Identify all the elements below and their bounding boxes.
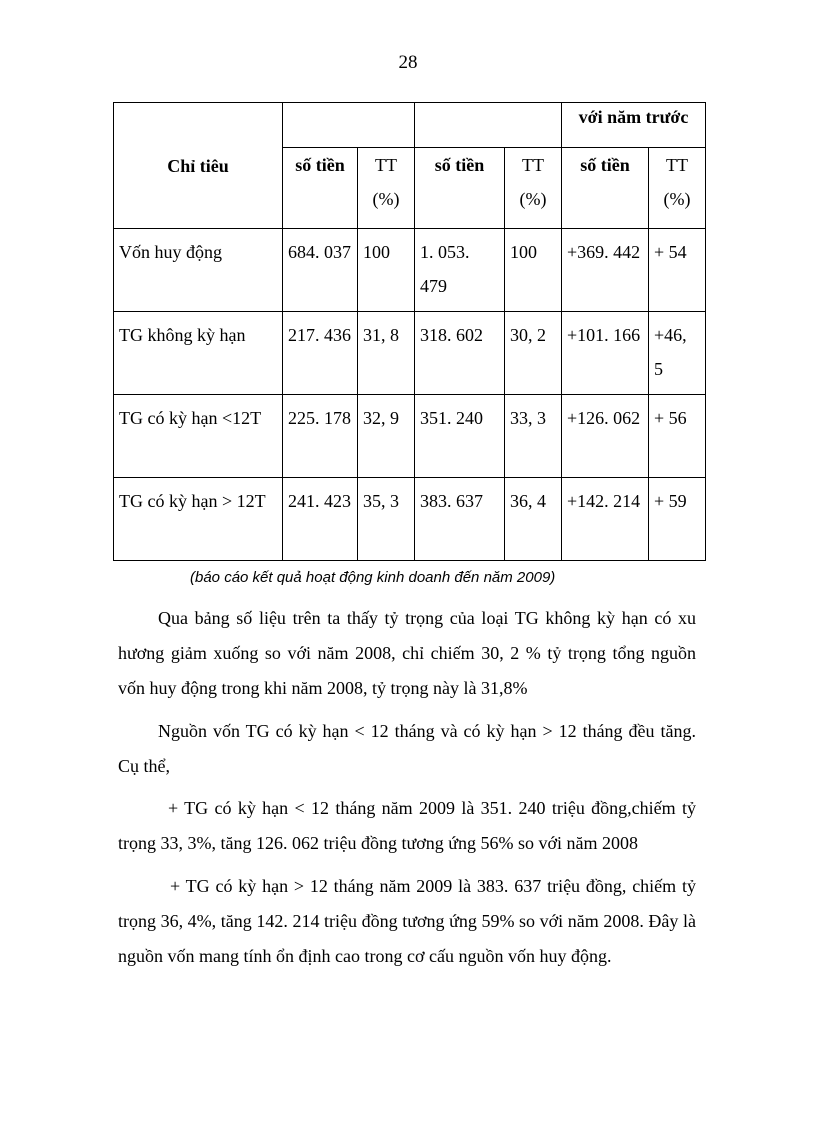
cell-value: 225. 178 — [283, 395, 358, 478]
cell-value: + 59 — [649, 478, 706, 561]
cell-value: 1. 053. 479 — [415, 229, 505, 312]
cell-value: 100 — [505, 229, 562, 312]
paragraph-3: + TG có kỳ hạn < 12 tháng năm 2009 là 351. 240 triệu đồng,chiếm tỷ trọng 33, 3%, tăng 126. 062 triệu đồng tương ứng 56% so với năm 2008 — [118, 798, 696, 853]
cell-value: + 54 — [649, 229, 706, 312]
row-label: TG có kỳ hạn > 12T — [114, 478, 283, 561]
row-label: TG có kỳ hạn <12T — [114, 395, 283, 478]
cell-value: +126. 062 — [562, 395, 649, 478]
cell-value: 36, 4 — [505, 478, 562, 561]
header-group-1 — [283, 103, 415, 148]
deposit-table — [113, 102, 706, 561]
table-row — [114, 312, 706, 395]
cell-value: +369. 442 — [562, 229, 649, 312]
cell-value: 383. 637 — [415, 478, 505, 561]
cell-value: 100 — [358, 229, 415, 312]
cell-value: 31, 8 — [358, 312, 415, 395]
cell-value: +46, 5 — [649, 312, 706, 395]
page-number: 28 — [398, 52, 418, 73]
table-row — [114, 478, 706, 561]
cell-value: 35, 3 — [358, 478, 415, 561]
cell-value: 217. 436 — [283, 312, 358, 395]
cell-value: 318. 602 — [415, 312, 505, 395]
table-row — [114, 229, 706, 312]
subheader-so-tien-2: số tiền — [415, 148, 505, 229]
header-chi-tieu: Chỉ tiêu — [114, 103, 283, 229]
subheader-tt-3: TT (%) — [649, 148, 706, 229]
cell-value: +142. 214 — [562, 478, 649, 561]
header-group-3: với năm trước — [562, 103, 706, 148]
paragraph-1: Qua bảng số liệu trên ta thấy tỷ trọng của loại TG không kỳ hạn có xu hương giảm xuống so với năm 2008, chỉ chiếm 30, 2 % tỷ trọng tổng nguồn vốn huy động trong khi năm 2008, tỷ trọng này là 31,8% — [118, 608, 696, 698]
cell-value: 351. 240 — [415, 395, 505, 478]
row-label: TG không kỳ hạn — [114, 312, 283, 395]
cell-value: 30, 2 — [505, 312, 562, 395]
cell-value: +101. 166 — [562, 312, 649, 395]
cell-value: 33, 3 — [505, 395, 562, 478]
subheader-tt-2: TT (%) — [505, 148, 562, 229]
subheader-so-tien-1: số tiền — [283, 148, 358, 229]
paragraph-4: + TG có kỳ hạn > 12 tháng năm 2009 là 383. 637 triệu đồng, chiếm tỷ trọng 36, 4%, tăng 142. 214 triệu đồng tương ứng 59% so với năm 2008. Đây là nguồn vốn mang tính ổn định cao trong cơ cấu nguồn vốn huy động. — [118, 876, 696, 966]
subheader-so-tien-3: số tiền — [562, 148, 649, 229]
table-row — [114, 395, 706, 478]
cell-value: + 56 — [649, 395, 706, 478]
cell-value: 684. 037 — [283, 229, 358, 312]
table-caption: (báo cáo kết quả hoạt động kinh doanh đến năm 2009) — [190, 569, 556, 586]
paragraph-2: Nguồn vốn TG có kỳ hạn < 12 tháng và có kỳ hạn > 12 tháng đều tăng. Cụ thể, — [118, 721, 696, 776]
header-group-2 — [415, 103, 562, 148]
subheader-tt-1: TT (%) — [358, 148, 415, 229]
cell-value: 241. 423 — [283, 478, 358, 561]
cell-value: 32, 9 — [358, 395, 415, 478]
row-label: Vốn huy động — [114, 229, 283, 312]
